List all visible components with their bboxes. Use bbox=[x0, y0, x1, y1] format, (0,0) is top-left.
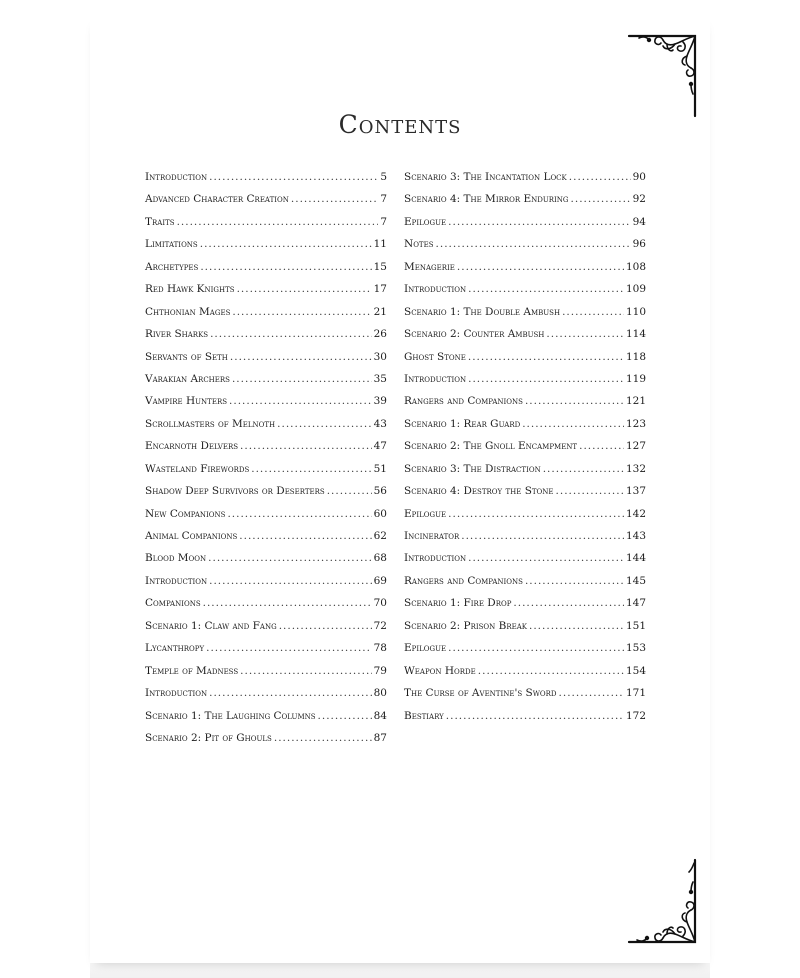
toc-entry-label: Introduction bbox=[145, 171, 208, 183]
toc-entry-page-number: 56 bbox=[373, 485, 387, 498]
toc-entry[interactable] bbox=[145, 665, 387, 687]
toc-entry-label: Traits bbox=[145, 215, 175, 228]
toc-entry[interactable] bbox=[145, 171, 387, 193]
dot-leader bbox=[200, 261, 371, 273]
toc-entry[interactable] bbox=[145, 283, 387, 305]
toc-entry-page-number: 80 bbox=[373, 687, 387, 700]
dot-leader bbox=[513, 597, 624, 609]
dot-leader bbox=[468, 552, 624, 564]
toc-entry-label: Introduction bbox=[145, 574, 208, 587]
toc-entry-label: Epilogue bbox=[404, 642, 447, 655]
toc-entry-page-number: 137 bbox=[625, 485, 646, 498]
dot-leader bbox=[448, 508, 624, 520]
toc-entry-page-number: 68 bbox=[373, 552, 387, 565]
toc-entry[interactable] bbox=[145, 216, 387, 238]
toc-entry-label: Red Hawk Knights bbox=[145, 283, 235, 296]
toc-entry-label: Scenario 1: Claw and Fang bbox=[145, 619, 277, 632]
dot-leader bbox=[200, 238, 372, 250]
dot-leader bbox=[232, 373, 372, 385]
toc-entry[interactable] bbox=[145, 710, 387, 732]
toc-entry[interactable] bbox=[404, 216, 646, 238]
toc-entry-page-number: 87 bbox=[373, 731, 387, 744]
toc-entry-page-number: 21 bbox=[373, 305, 387, 318]
dot-leader bbox=[556, 485, 624, 497]
toc-entry-label: Introduction bbox=[145, 687, 208, 700]
dot-leader bbox=[232, 306, 371, 318]
toc-entry-label: Varakian Archers bbox=[145, 372, 230, 385]
toc-entry[interactable] bbox=[145, 463, 387, 485]
toc-entry[interactable] bbox=[404, 395, 646, 417]
dot-leader bbox=[522, 418, 624, 430]
toc-entry-page-number: 123 bbox=[625, 417, 646, 430]
dot-leader bbox=[208, 552, 371, 564]
toc-entry-page-number: 62 bbox=[373, 530, 387, 542]
toc-entry-label: Ghost Stone bbox=[404, 350, 466, 363]
toc-entry[interactable] bbox=[145, 597, 387, 619]
toc-entry-page-number: 110 bbox=[625, 305, 646, 318]
toc-entry[interactable] bbox=[404, 306, 646, 328]
toc-entry-label: Scrollmasters of Melnoth bbox=[145, 417, 276, 430]
toc-entry-page-number: 154 bbox=[625, 664, 646, 677]
dot-leader bbox=[209, 687, 372, 699]
dot-leader bbox=[525, 575, 624, 587]
toc-column-right bbox=[404, 171, 646, 732]
toc-entry-label: Blood Moon bbox=[145, 552, 207, 565]
dot-leader bbox=[569, 171, 631, 183]
toc-entry-page-number: 143 bbox=[625, 530, 646, 542]
toc-entry-label: New Companions bbox=[145, 507, 226, 520]
toc-entry[interactable] bbox=[145, 373, 387, 395]
dot-leader bbox=[562, 306, 624, 318]
toc-entry[interactable] bbox=[404, 171, 646, 193]
toc-entry-label: Shadow Deep Survivors or Deserters bbox=[145, 485, 325, 498]
toc-entry-page-number: 17 bbox=[373, 283, 387, 296]
dot-leader bbox=[237, 283, 372, 295]
toc-entry[interactable] bbox=[145, 328, 387, 350]
dot-leader bbox=[478, 665, 624, 677]
dot-leader bbox=[227, 508, 371, 520]
toc-entry-page-number: 79 bbox=[373, 664, 387, 677]
toc-entry-label: Advanced Character Creation bbox=[145, 193, 289, 206]
dot-leader bbox=[529, 620, 624, 632]
dot-leader bbox=[251, 463, 371, 475]
toc-entry[interactable] bbox=[404, 642, 646, 664]
toc-entry-page-number: 5 bbox=[380, 171, 387, 183]
toc-entry-page-number: 7 bbox=[380, 193, 387, 206]
toc-entry-label: Epilogue bbox=[404, 507, 447, 520]
toc-entry[interactable] bbox=[404, 373, 646, 395]
dot-leader bbox=[461, 530, 624, 542]
dot-leader bbox=[210, 328, 372, 340]
toc-entry[interactable] bbox=[404, 328, 646, 350]
dot-leader bbox=[209, 575, 372, 587]
toc-entry[interactable] bbox=[145, 687, 387, 709]
toc-entry[interactable] bbox=[145, 306, 387, 328]
toc-entry-label: Scenario 1: The Laughing Columns bbox=[145, 709, 316, 722]
toc-entry-page-number: 96 bbox=[632, 238, 646, 251]
dot-leader bbox=[446, 710, 624, 722]
toc-entry-page-number: 39 bbox=[373, 395, 387, 408]
toc-entry-label: Menagerie bbox=[404, 260, 455, 273]
toc-entry-label: Scenario 3: The Distraction bbox=[404, 462, 541, 475]
corner-flourish-top-icon bbox=[625, 32, 699, 118]
toc-entry-page-number: 94 bbox=[632, 215, 646, 228]
dot-leader bbox=[448, 216, 630, 228]
toc-entry-page-number: 171 bbox=[625, 687, 646, 700]
toc-entry-label: Weapon Horde bbox=[404, 664, 476, 677]
dot-leader bbox=[203, 597, 372, 609]
toc-entry-label: Scenario 2: Pit of Ghouls bbox=[145, 731, 272, 744]
toc-entry-label: Incinerator bbox=[404, 530, 460, 542]
toc-entry-page-number: 119 bbox=[625, 372, 646, 385]
toc-entry[interactable] bbox=[145, 620, 387, 642]
toc-entry-label: Epilogue bbox=[404, 215, 447, 228]
toc-entry[interactable] bbox=[404, 463, 646, 485]
toc-entry[interactable] bbox=[145, 485, 387, 507]
dot-leader bbox=[230, 351, 372, 363]
toc-entry-label: The Curse of Aventine's Sword bbox=[404, 687, 557, 700]
toc-entry-label: Scenario 1: The Double Ambush bbox=[404, 305, 561, 318]
dot-leader bbox=[274, 732, 372, 744]
toc-entry-page-number: 145 bbox=[625, 574, 646, 587]
toc-entry[interactable] bbox=[404, 597, 646, 619]
toc-entry[interactable] bbox=[145, 552, 387, 574]
toc-entry-page-number: 172 bbox=[625, 709, 646, 722]
toc-entry-label: Scenario 2: The Gnoll Encampment bbox=[404, 440, 578, 453]
dot-leader bbox=[240, 440, 372, 452]
dot-leader bbox=[279, 620, 372, 632]
toc-entry[interactable] bbox=[145, 508, 387, 530]
toc-entry-page-number: 11 bbox=[373, 238, 387, 251]
toc-entry-label: Introduction bbox=[404, 283, 467, 296]
toc-entry-page-number: 70 bbox=[373, 597, 387, 610]
toc-entry-label: Scenario 1: Fire Drop bbox=[404, 597, 512, 610]
toc-entry-label: Scenario 4: Destroy the Stone bbox=[404, 485, 554, 498]
dot-leader bbox=[177, 216, 379, 228]
toc-entry[interactable] bbox=[404, 710, 646, 732]
dot-leader bbox=[571, 193, 631, 205]
toc-entry-page-number: 60 bbox=[373, 507, 387, 520]
toc-entry-label: Scenario 3: The Incantation Lock bbox=[404, 171, 567, 183]
toc-entry-label: Limitations bbox=[145, 238, 198, 251]
toc-entry[interactable] bbox=[145, 351, 387, 373]
dot-leader bbox=[448, 642, 624, 654]
dot-leader bbox=[559, 687, 624, 699]
toc-entry-page-number: 69 bbox=[373, 574, 387, 587]
toc-entry[interactable] bbox=[145, 642, 387, 664]
toc-entry-label: River Sharks bbox=[145, 328, 209, 341]
toc-entry-page-number: 132 bbox=[625, 462, 646, 475]
toc-entry-label: Servants of Seth bbox=[145, 350, 228, 363]
toc-entry-page-number: 7 bbox=[380, 215, 387, 228]
toc-entry-label: Scenario 1: Rear Guard bbox=[404, 417, 521, 430]
dot-leader bbox=[457, 261, 624, 273]
toc-entry-label: Scenario 2: Prison Break bbox=[404, 619, 527, 632]
toc-entry[interactable] bbox=[145, 261, 387, 283]
toc-entry[interactable] bbox=[145, 575, 387, 597]
toc-entry[interactable] bbox=[145, 193, 387, 215]
dot-leader bbox=[240, 665, 371, 677]
toc-entry-page-number: 72 bbox=[373, 619, 387, 632]
toc-entry-label: Notes bbox=[404, 238, 434, 251]
toc-entry-page-number: 26 bbox=[373, 328, 387, 341]
toc-entry[interactable] bbox=[145, 418, 387, 440]
toc-entry[interactable] bbox=[145, 530, 387, 552]
dot-leader bbox=[229, 395, 372, 407]
toc-entry[interactable] bbox=[404, 193, 646, 215]
dot-leader bbox=[277, 418, 371, 430]
toc-entry[interactable] bbox=[404, 620, 646, 642]
toc-entry-page-number: 47 bbox=[373, 440, 387, 453]
toc-entry[interactable] bbox=[404, 283, 646, 305]
toc-entry[interactable] bbox=[404, 552, 646, 574]
dot-leader bbox=[525, 395, 624, 407]
toc-entry[interactable] bbox=[145, 238, 387, 260]
dot-leader bbox=[468, 283, 624, 295]
toc-entry[interactable] bbox=[404, 351, 646, 373]
toc-entry-page-number: 43 bbox=[373, 417, 387, 430]
toc-entry-label: Scenario 2: Counter Ambush bbox=[404, 328, 545, 341]
toc-entry-label: Introduction bbox=[404, 552, 467, 565]
toc-entry-page-number: 114 bbox=[625, 328, 646, 341]
toc-entry[interactable] bbox=[145, 395, 387, 417]
toc-entry[interactable] bbox=[404, 575, 646, 597]
toc-entry-page-number: 92 bbox=[632, 193, 646, 206]
toc-entry-label: Introduction bbox=[404, 372, 467, 385]
toc-entry-label: Chthonian Mages bbox=[145, 305, 231, 318]
toc-entry-label: Scenario 4: The Mirror Enduring bbox=[404, 193, 569, 206]
dot-leader bbox=[468, 373, 624, 385]
toc-entry-page-number: 109 bbox=[625, 283, 646, 296]
toc-entry[interactable] bbox=[404, 530, 646, 552]
toc-entry[interactable] bbox=[404, 261, 646, 283]
toc-entry-page-number: 108 bbox=[625, 260, 646, 273]
toc-entry[interactable] bbox=[404, 485, 646, 507]
dot-leader bbox=[468, 351, 624, 363]
dot-leader bbox=[327, 485, 372, 497]
corner-flourish-bottom-icon bbox=[625, 856, 699, 946]
toc-entry-page-number: 90 bbox=[632, 171, 646, 183]
toc-entry-page-number: 78 bbox=[373, 642, 387, 655]
toc-entry-page-number: 35 bbox=[373, 372, 387, 385]
toc-entry-page-number: 147 bbox=[625, 597, 646, 610]
toc-entry-label: Rangers and Companions bbox=[404, 395, 523, 408]
toc-entry-page-number: 127 bbox=[625, 440, 646, 453]
toc-entry-page-number: 15 bbox=[373, 260, 387, 273]
dot-leader bbox=[318, 710, 372, 722]
dot-leader bbox=[436, 238, 631, 250]
dot-leader bbox=[239, 530, 371, 542]
toc-entry-label: Wasteland Firewords bbox=[145, 462, 250, 475]
toc-entry-label: Encarnoth Delvers bbox=[145, 440, 239, 453]
toc-entry-page-number: 144 bbox=[625, 552, 646, 565]
toc-entry-label: Temple of Madness bbox=[145, 664, 239, 677]
toc-entry-label: Bestiary bbox=[404, 709, 444, 722]
dot-leader bbox=[291, 193, 378, 205]
toc-entry-label: Vampire Hunters bbox=[145, 395, 228, 408]
toc-entry-page-number: 51 bbox=[373, 462, 387, 475]
toc-column-left bbox=[145, 171, 387, 754]
toc-entry-page-number: 142 bbox=[625, 507, 646, 520]
toc-entry[interactable] bbox=[404, 418, 646, 440]
toc-entry-page-number: 30 bbox=[373, 350, 387, 363]
dot-leader bbox=[206, 642, 372, 654]
toc-entry[interactable] bbox=[404, 687, 646, 709]
toc-entry-label: Rangers and Companions bbox=[404, 574, 523, 587]
dot-leader bbox=[579, 440, 624, 452]
toc-entry-page-number: 121 bbox=[625, 395, 646, 408]
toc-entry-label: Animal Companions bbox=[145, 530, 238, 542]
toc-entry-page-number: 151 bbox=[625, 619, 646, 632]
toc-entry[interactable] bbox=[404, 508, 646, 530]
dot-leader bbox=[209, 171, 378, 183]
toc-entry-label: Companions bbox=[145, 597, 201, 610]
toc-entry[interactable] bbox=[145, 732, 387, 754]
toc-entry[interactable] bbox=[404, 665, 646, 687]
toc-entry[interactable] bbox=[404, 238, 646, 260]
toc-entry[interactable] bbox=[145, 440, 387, 462]
toc-entry-label: Lycanthropy bbox=[145, 642, 205, 655]
dot-leader bbox=[546, 328, 624, 340]
toc-entry[interactable] bbox=[404, 440, 646, 462]
toc-entry-page-number: 153 bbox=[625, 642, 646, 655]
toc-entry-page-number: 118 bbox=[625, 350, 646, 363]
toc-entry-page-number: 84 bbox=[373, 709, 387, 722]
dot-leader bbox=[543, 463, 624, 475]
toc-entry-label: Archetypes bbox=[145, 260, 199, 273]
page-title: Contents bbox=[338, 110, 462, 139]
